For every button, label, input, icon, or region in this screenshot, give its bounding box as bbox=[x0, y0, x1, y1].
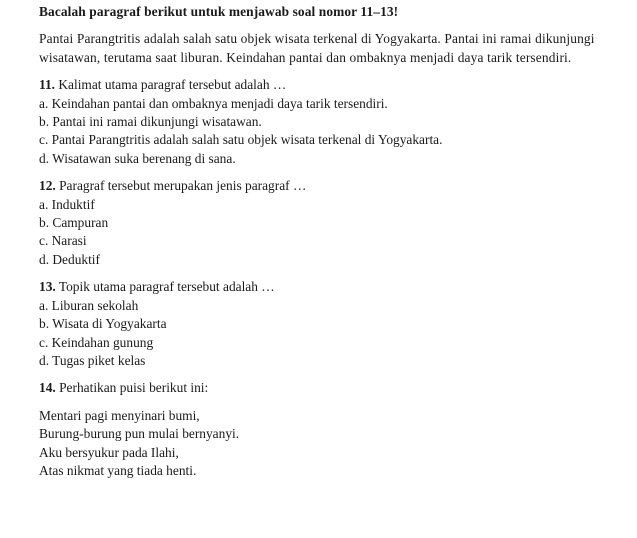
answer-options bbox=[39, 196, 629, 270]
question-number: 11. bbox=[39, 77, 55, 93]
answer-options bbox=[39, 297, 629, 371]
option-a: a. Induktif bbox=[39, 196, 95, 212]
option-c: c. Keindahan gunung bbox=[39, 334, 154, 350]
reading-instruction: Bacalah paragraf berikut untuk menjawab soal nomor 11–13! bbox=[39, 4, 399, 19]
option-a: a. Liburan sekolah bbox=[39, 297, 139, 313]
question-text: Perhatikan puisi berikut ini: bbox=[59, 380, 209, 396]
option-a: a. Keindahan pantai dan ombaknya menjadi daya tarik tersendiri. bbox=[39, 95, 388, 111]
question-text: Topik utama paragraf tersebut adalah … bbox=[58, 279, 275, 295]
question-13 bbox=[39, 278, 629, 370]
option-c: c. Narasi bbox=[39, 233, 87, 249]
option-d: d. Tugas piket kelas bbox=[39, 352, 146, 368]
question-stem bbox=[39, 177, 629, 195]
question-stem bbox=[39, 76, 629, 94]
poem bbox=[39, 407, 629, 481]
poem-line: Mentari pagi menyinari bumi, bbox=[39, 407, 200, 423]
option-d: d. Deduktif bbox=[39, 251, 100, 267]
option-d: d. Wisatawan suka berenang di sana. bbox=[39, 150, 236, 166]
question-14 bbox=[39, 379, 629, 480]
question-text: Paragraf tersebut merupakan jenis paragraf … bbox=[59, 178, 307, 194]
option-c: c. Pantai Parangtritis adalah salah satu objek wisata terkenal di Yogyakarta. bbox=[39, 132, 443, 148]
question-stem bbox=[39, 278, 629, 296]
option-b: b. Campuran bbox=[39, 215, 109, 231]
question-stem bbox=[39, 379, 629, 397]
poem-line: Burung-burung pun mulai bernyanyi. bbox=[39, 426, 240, 442]
option-b: b. Pantai ini ramai dikunjungi wisatawan. bbox=[39, 114, 262, 130]
question-11 bbox=[39, 76, 629, 168]
answer-options bbox=[39, 95, 629, 169]
question-text: Kalimat utama paragraf tersebut adalah … bbox=[58, 77, 287, 93]
option-b: b. Wisata di Yogyakarta bbox=[39, 316, 167, 332]
question-number: 13. bbox=[39, 279, 56, 295]
question-number: 14. bbox=[39, 380, 56, 396]
worksheet-page bbox=[39, 3, 629, 489]
reading-passage: Pantai Parangtritis adalah salah satu objek wisata terkenal di Yogyakarta. Pantai ini ramai dikunjungi wisatawan, terutama saat liburan. Keindahan pantai dan ombaknya menjadi daya tarik tersendiri. bbox=[39, 31, 595, 65]
poem-line: Aku bersyukur pada Ilahi, bbox=[39, 444, 179, 460]
poem-line: Atas nikmat yang tiada henti. bbox=[39, 462, 197, 478]
question-12 bbox=[39, 177, 629, 269]
question-number: 12. bbox=[39, 178, 56, 194]
